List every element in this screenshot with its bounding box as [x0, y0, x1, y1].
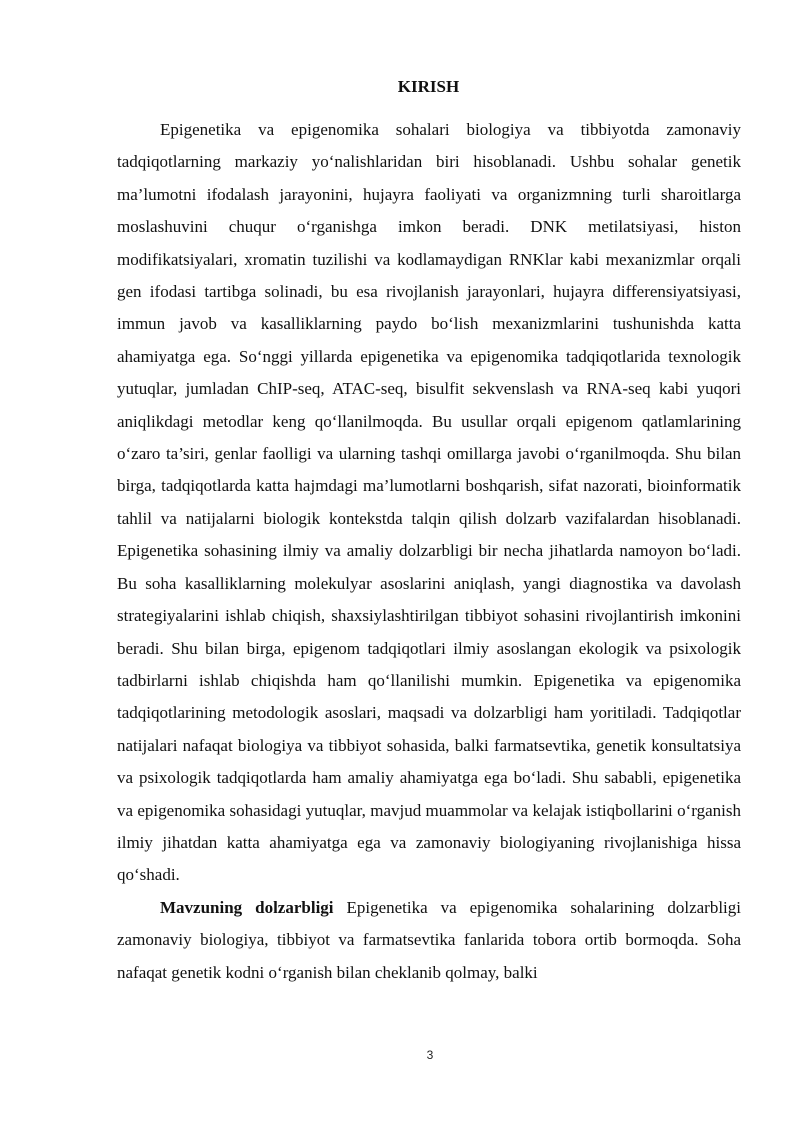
body-text — [117, 114, 741, 989]
relevance-bold-lead: Mavzuning dolzarbligi — [160, 897, 334, 917]
page-number: 3 — [426, 1048, 434, 1062]
relevance-paragraph-text: Epigenetika va epigenomika sohalarining dolzarbligi zamonaviy biologiya, tibbiyot va farmatsevtika fanlarida tobora ortib bormoqda. Soha nafaqat genetik kodni o‘rganish bilan cheklanib qolmay, balki — [117, 897, 741, 982]
intro-paragraph: Epigenetika va epigenomika sohalari biologiya va tibbiyotda zamonaviy tadqiqotlarning markaziy yo‘nalishlaridan biri hisoblanadi. Ushbu sohalar genetik ma’lumotni ifodalash jarayonini, hujayra faoliyati va organizmning turli sharoitlarga moslashuvini chuqur o‘rganishga imkon beradi. DNK metilatsiyasi, histon modifikatsiyalari, xromatin tuzilishi va kodlamaydigan RNKlar kabi mexanizmlar orqali gen ifodasi tartibga solinadi, bu esa rivojlanish jarayonlari, hujayra differensiyatsiyasi, immun javob va kasalliklarning paydo bo‘lish mexanizmlarini tushunishda katta ahamiyatga ega. So‘nggi yillarda epigenetika va epigenomika tadqiqotlarida texnologik yutuqlar, jumladan ChIP-seq, ATAC-seq, bisulfit sekvenslash va RNA-seq kabi yuqori aniqlikdagi metodlar keng qo‘llanilmoqda. Bu usullar orqali epigenom qatlamlarining o‘zaro ta’siri, genlar faolligi va ularning tashqi omillarga javobi o‘rganilmoqda. Shu bilan birga, tadqiqotlarda katta hajmdagi ma’lumotlarni boshqarish, sifat nazorati, bioinformatik tahlil va natijalarni biologik kontekstda talqin qilish dolzarb vazifalardan hisoblanadi. Epigenetika sohasining ilmiy va amaliy dolzarbligi bir necha jihatlarda namoyon bo‘ladi. Bu soha kasalliklarning molekulyar asoslarini aniqlash, yangi diagnostika va davolash strategiyalarini ishlab chiqish, shaxsiylashtirilgan tibbiyot sohasini rivojlantirish imkonini beradi. Shu bilan birga, epigenom tadqiqotlari ilmiy asoslangan ekologik va psixologik tadbirlarni ishlab chiqishda ham qo‘llanilishi mumkin. Epigenetika va epigenomika tadqiqotlarining metodologik asoslari, maqsadi va dolzarbligi ham yoritiladi. Tadqiqotlar natijalari nafaqat biologiya va tibbiyot sohasida, balki farmatsevtika, genetik konsultatsiya va psixologik tadqiqotlarda ham amaliy ahamiyatga ega bo‘ladi. Shu sababli, epigenetika va epigenomika sohasidagi yutuqlar, mavjud muammolar va kelajak istiqbollarini o‘rganish ilmiy jihatdan katta ahamiyatga ega va zamonaviy biologiyaning rivojlanishiga hissa qo‘shadi. — [117, 120, 741, 885]
relevance-paragraph — [117, 892, 741, 989]
section-heading: KIRISH — [397, 77, 460, 96]
